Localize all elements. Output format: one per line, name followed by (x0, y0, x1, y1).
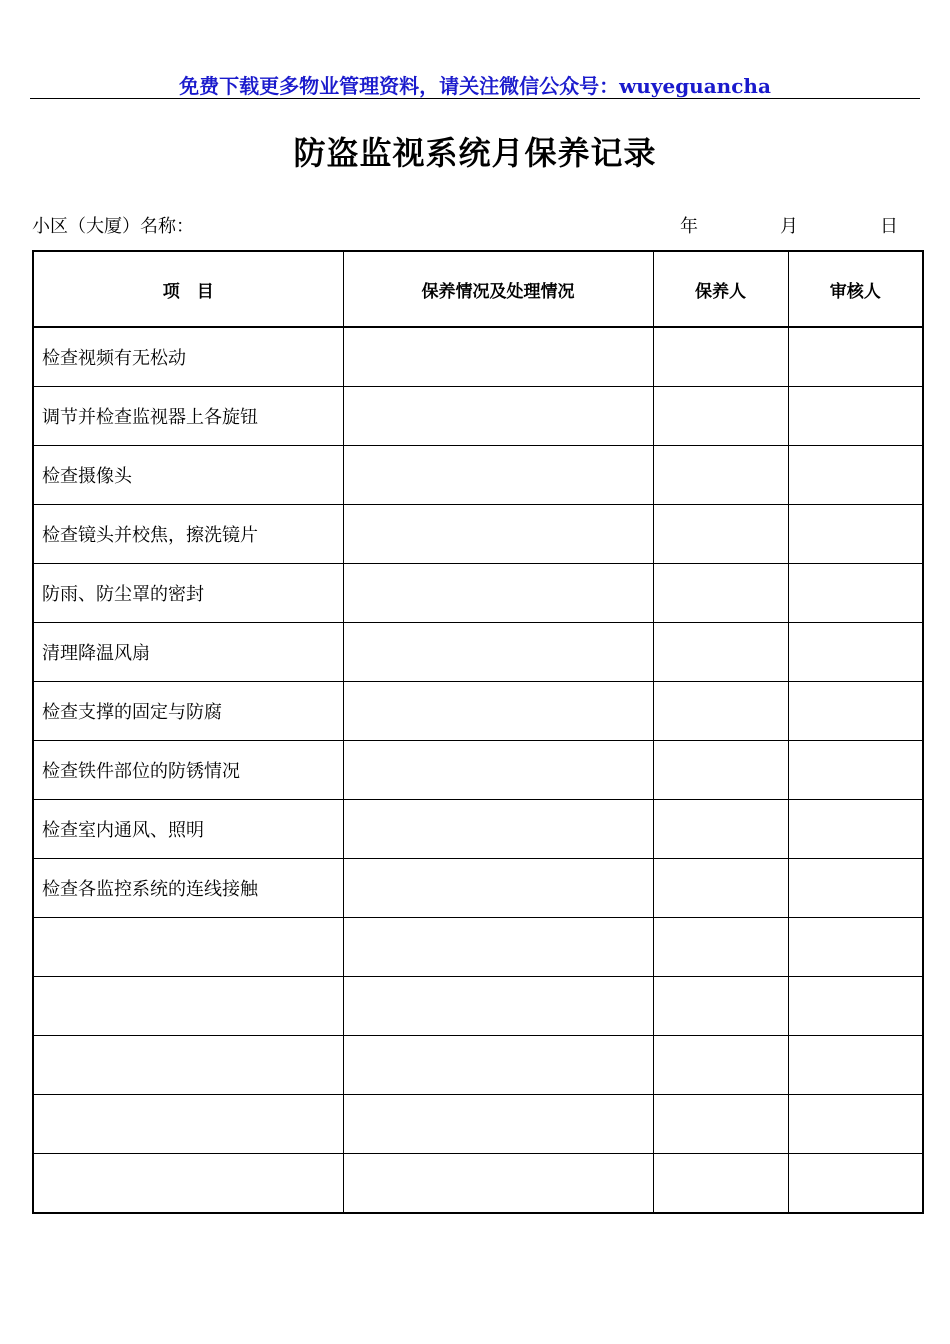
maintenance-status-cell[interactable] (343, 387, 653, 446)
maintenance-status-cell[interactable] (343, 1095, 653, 1154)
reviewer-cell[interactable] (788, 918, 923, 977)
maintainer-cell[interactable] (653, 977, 788, 1036)
maintainer-cell[interactable] (653, 623, 788, 682)
item-cell[interactable]: 检查支撑的固定与防腐 (33, 682, 343, 741)
maintenance-status-cell[interactable] (343, 800, 653, 859)
date-day-label: 日 (880, 216, 898, 237)
item-cell[interactable]: 检查室内通风、照明 (33, 800, 343, 859)
maintainer-cell[interactable] (653, 918, 788, 977)
item-cell[interactable]: 检查各监控系统的连线接触 (33, 859, 343, 918)
maintainer-cell[interactable] (653, 1036, 788, 1095)
table-header-row (33, 251, 923, 327)
maintenance-status-cell[interactable] (343, 505, 653, 564)
table-row (33, 1154, 923, 1214)
header-maintenance-status: 保养情况及处理情况 (343, 251, 653, 327)
header-item: 项 目 (33, 251, 343, 327)
maintenance-status-cell[interactable] (343, 446, 653, 505)
maintainer-cell[interactable] (653, 327, 788, 387)
maintenance-status-cell[interactable] (343, 564, 653, 623)
reviewer-cell[interactable] (788, 682, 923, 741)
community-name-label: 小区（大厦）名称： (32, 216, 194, 237)
item-cell[interactable]: 检查摄像头 (33, 446, 343, 505)
date-month-label: 月 (780, 216, 798, 237)
item-cell[interactable]: 调节并检查监视器上各旋钮 (33, 387, 343, 446)
maintainer-cell[interactable] (653, 682, 788, 741)
maintainer-cell[interactable] (653, 505, 788, 564)
maintenance-status-cell[interactable] (343, 859, 653, 918)
reviewer-cell[interactable] (788, 564, 923, 623)
item-cell[interactable]: 防雨、防尘罩的密封 (33, 564, 343, 623)
header-maintainer: 保养人 (653, 251, 788, 327)
date-year-label: 年 (680, 216, 698, 237)
maintainer-cell[interactable] (653, 741, 788, 800)
table-row (33, 564, 923, 623)
reviewer-cell[interactable] (788, 859, 923, 918)
reviewer-cell[interactable] (788, 327, 923, 387)
item-cell[interactable]: 检查铁件部位的防锈情况 (33, 741, 343, 800)
table-row (33, 1036, 923, 1095)
maintenance-status-cell[interactable] (343, 918, 653, 977)
maintenance-status-cell[interactable] (343, 623, 653, 682)
table-row (33, 859, 923, 918)
table-row (33, 741, 923, 800)
reviewer-cell[interactable] (788, 741, 923, 800)
item-cell[interactable] (33, 1036, 343, 1095)
item-cell[interactable] (33, 918, 343, 977)
maintenance-status-cell[interactable] (343, 1154, 653, 1214)
maintenance-status-cell[interactable] (343, 682, 653, 741)
table-row (33, 446, 923, 505)
table-row (33, 505, 923, 564)
table-row (33, 623, 923, 682)
item-cell[interactable] (33, 977, 343, 1036)
reviewer-cell[interactable] (788, 387, 923, 446)
maintainer-cell[interactable] (653, 1095, 788, 1154)
item-cell[interactable] (33, 1095, 343, 1154)
maintainer-cell[interactable] (653, 1154, 788, 1214)
reviewer-cell[interactable] (788, 623, 923, 682)
table-row (33, 977, 923, 1036)
maintenance-status-cell[interactable] (343, 1036, 653, 1095)
header-banner: 免费下载更多物业管理资料，请关注微信公众号：wuyeguancha (179, 74, 771, 98)
table-row (33, 918, 923, 977)
page-title: 防盗监视系统月保养记录 (293, 134, 657, 172)
maintainer-cell[interactable] (653, 859, 788, 918)
item-cell[interactable]: 检查镜头并校焦，擦洗镜片 (33, 505, 343, 564)
item-cell[interactable] (33, 1154, 343, 1214)
maintainer-cell[interactable] (653, 564, 788, 623)
maintenance-status-cell[interactable] (343, 327, 653, 387)
table-body (33, 327, 923, 1213)
table-row (33, 1095, 923, 1154)
reviewer-cell[interactable] (788, 505, 923, 564)
table-row (33, 682, 923, 741)
table-row (33, 387, 923, 446)
reviewer-cell[interactable] (788, 446, 923, 505)
maintainer-cell[interactable] (653, 800, 788, 859)
table-row (33, 800, 923, 859)
reviewer-cell[interactable] (788, 977, 923, 1036)
table-row (33, 327, 923, 387)
header-rule (30, 98, 920, 99)
item-cell[interactable]: 检查视频有无松动 (33, 327, 343, 387)
reviewer-cell[interactable] (788, 1095, 923, 1154)
maintenance-status-cell[interactable] (343, 977, 653, 1036)
maintenance-record-table (32, 250, 924, 1214)
maintainer-cell[interactable] (653, 446, 788, 505)
reviewer-cell[interactable] (788, 1036, 923, 1095)
meta-row (32, 212, 900, 238)
reviewer-cell[interactable] (788, 800, 923, 859)
maintainer-cell[interactable] (653, 387, 788, 446)
header-reviewer: 审核人 (788, 251, 923, 327)
item-cell[interactable]: 清理降温风扇 (33, 623, 343, 682)
reviewer-cell[interactable] (788, 1154, 923, 1214)
maintenance-status-cell[interactable] (343, 741, 653, 800)
